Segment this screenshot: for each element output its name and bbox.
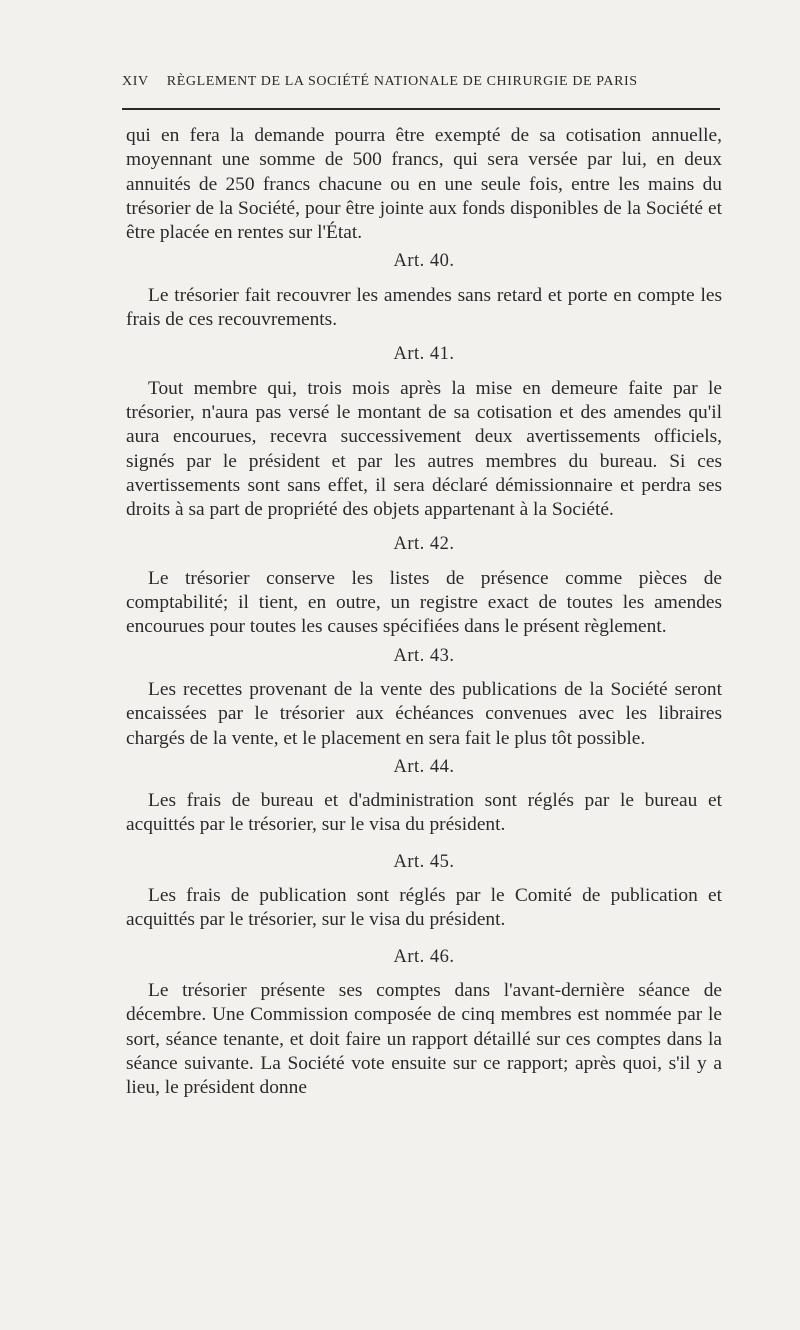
paragraph-art-40: Le trésorier fait recouvrer les amendes sans retard et porte en compte les frais de ces recouvrements. (126, 284, 722, 331)
page-number: XIV (122, 74, 149, 89)
paragraph-art-41: Tout membre qui, trois mois après la mise en demeure faite par le trésorier, n'aura pas versé le montant de sa cotisation et des amendes qu'il aura encourues, recevra successivement deux avertissements officiels, signés par le président et par les autres membres du bureau. Si ces avertissements sont sans effet, il sera déclaré démissionnaire et perdra ses droits à sa part de propriété des objets appartenant à la Société. (126, 377, 722, 521)
article-heading-44: Art. 44. (393, 756, 455, 777)
header-rule (122, 108, 720, 110)
running-head (122, 74, 720, 90)
article-heading-43: Art. 43. (393, 645, 455, 666)
article-heading-42: Art. 42. (393, 534, 455, 555)
paragraph-continuation: qui en fera la demande pourra être exempté de sa cotisation annuelle, moyennant une somme de 500 francs, qui sera versée par lui, en deux annuités de 250 francs chacune ou en une seule fois, entre les mains du trésorier de la Société, pour être jointe aux fonds disponibles de la Société et être placée en rentes sur l'État. (126, 125, 722, 244)
running-title: RÈGLEMENT DE LA SOCIÉTÉ NATIONALE DE CHIRURGIE DE PARIS (166, 74, 638, 89)
paragraph-art-42: Le trésorier conserve les listes de présence comme pièces de comptabilité; il tient, en outre, un registre exact de toutes les amendes encourues pour toutes les causes spécifiées dans le présent règlement. (126, 567, 722, 638)
paragraph-art-46: Le trésorier présente ses comptes dans l'avant-dernière séance de décembre. Une Commission composée de cinq membres est nommée par le sort, séance tenante, et doit faire un rapport détaillé sur ces comptes dans la séance suivante. La Société vote ensuite sur ce rapport; après quoi, s'il y a lieu, le président donne (126, 979, 722, 1099)
paragraph-art-45: Les frais de publication sont réglés par le Comité de publication et acquittés par le trésorier, sur le visa du président. (126, 885, 722, 931)
article-heading-40: Art. 40. (393, 251, 455, 272)
paragraph-art-43: Les recettes provenant de la vente des publications de la Société seront encaissées par le trésorier aux échéances convenues avec les libraires chargés de la vente, et le placement en sera fait le plus tôt possible. (126, 678, 722, 749)
body-text (126, 124, 722, 1100)
article-heading-46: Art. 46. (393, 946, 455, 967)
paragraph-art-44: Les frais de bureau et d'administration sont réglés par le bureau et acquittés par le trésorier, sur le visa du président. (126, 790, 722, 836)
article-heading-41: Art. 41. (393, 344, 455, 365)
article-heading-45: Art. 45. (393, 851, 455, 872)
